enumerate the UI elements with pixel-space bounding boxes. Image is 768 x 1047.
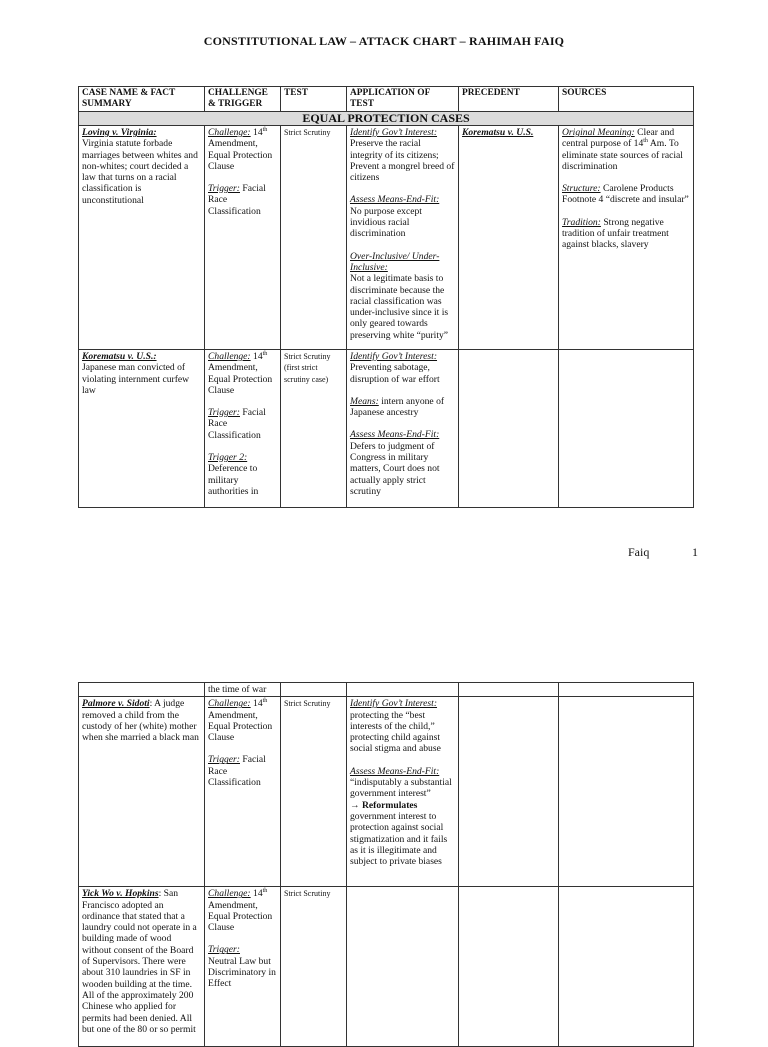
- original-meaning-label: Original Meaning:: [562, 127, 635, 138]
- means-quote-a: “indisputably a: [350, 777, 409, 789]
- document-title: CONSTITUTIONAL LAW – ATTACK CHART – RAHIMAH FAIQ: [203, 34, 565, 48]
- trigger-label: Trigger:: [208, 754, 240, 766]
- trigger-text: Facial Race Classification: [208, 754, 266, 789]
- challenge-cell: [205, 126, 281, 350]
- challenge-superscript: th: [262, 698, 268, 705]
- precedent-cell: [459, 697, 559, 887]
- original-meaning-superscript: th: [643, 138, 648, 145]
- means-text: No purpose except invidious racial discrimination: [350, 205, 422, 240]
- original-meaning-text: Clear and central purpose of 14: [562, 127, 675, 150]
- challenge-cell: [205, 887, 281, 1047]
- means-quote-b: interest”: [398, 788, 431, 800]
- column-header-challenge: CHALLENGE & TRIGGER: [205, 87, 281, 112]
- case-cell: [79, 350, 205, 508]
- case-facts: Virginia statute forbade marriages between whites and non-whites; court decided a law that turns on a racial classification is unconstitutional: [82, 138, 198, 206]
- trigger-text: Facial Race Classification: [208, 183, 266, 217]
- precedent-cell: [459, 683, 559, 697]
- sources-cell: [559, 683, 694, 697]
- table-row-continuation: [79, 683, 694, 697]
- structure-label: Structure:: [562, 183, 601, 195]
- case-facts: Japanese man convicted of violating internment curfew law: [82, 362, 190, 396]
- case-name: Yick Wo v. Hopkins: [82, 888, 159, 900]
- test-cell: [281, 697, 347, 887]
- interest-text: protecting child against social stigma and abuse: [350, 732, 441, 755]
- column-header-application: APPLICATION OF TEST: [347, 87, 459, 112]
- application-cell: [347, 887, 459, 1047]
- test-text: Strict Scrutiny: [284, 128, 331, 137]
- case-facts: San Francisco adopted an ordinance that stated that a laundry could not operate in a building made of wood without consent of the Board of Supervisors. There were about 310 laundries in SF in wooden building at the time. All of the approximately 200 Chinese who applied for permits had been denied. All but one of the 80 or so permit: [82, 888, 197, 1035]
- footer-author: Faiq: [628, 545, 650, 559]
- challenge-text: Amendment, Equal Protection Clause: [208, 362, 273, 396]
- test-cell: [281, 126, 347, 350]
- trigger2-text: Deference to military authorities in: [208, 463, 259, 497]
- precedent-cell: [459, 350, 559, 508]
- application-cell: [347, 697, 459, 887]
- over-inclusive-label: Over-Inclusive/ Under-Inclusive:: [350, 250, 440, 273]
- application-cell: [347, 683, 459, 697]
- precedent-cell: [459, 887, 559, 1047]
- trigger-label: Trigger:: [208, 183, 240, 195]
- trigger-text: Neutral Law but Discriminatory in Effect: [208, 955, 276, 990]
- trigger2-label: Trigger 2:: [208, 452, 248, 464]
- precedent-cell: [459, 126, 559, 350]
- fit-label: Assess Means-End-Fit:: [350, 429, 440, 441]
- sources-cell: [559, 887, 694, 1047]
- fit-text: Defers to judgment of Congress in military matters, Court does not actually apply strict scrutiny: [350, 440, 440, 497]
- challenge-label: Challenge:: [208, 127, 251, 138]
- interest-quote: protecting the “best interests of the child,”: [350, 709, 435, 732]
- challenge-text: Amendment, Equal Protection Clause: [208, 709, 273, 744]
- structure-text: Carolene Products Footnote 4 “discrete and insular”: [562, 183, 689, 206]
- challenge-text: Amendment, Equal Protection Clause: [208, 138, 273, 172]
- challenge-text: Amendment, Equal Protection Clause: [208, 899, 273, 934]
- continuation-text: the time of war: [208, 684, 267, 695]
- case-name: Loving v. Virginia:: [82, 127, 157, 138]
- tradition-text: Strong negative tradition of unfair treatment against blacks, slavery: [562, 216, 669, 251]
- challenge-superscript: th: [262, 350, 268, 357]
- test-text: Strict Scrutiny: [284, 889, 331, 899]
- interest-label: Identify Gov’t Interest:: [350, 351, 438, 362]
- column-header-test: TEST: [281, 87, 347, 112]
- sources-cell: [559, 350, 694, 508]
- test-cell: [281, 683, 347, 697]
- section-band-label: EQUAL PROTECTION CASES: [79, 112, 694, 126]
- challenge-label: Challenge:: [208, 351, 251, 362]
- interest-label: Identify Gov’t Interest:: [350, 698, 438, 710]
- means-label: Assess Means-End-Fit:: [350, 765, 440, 777]
- table-row: [79, 350, 694, 508]
- test-text: Strict Scrutiny: [284, 352, 331, 361]
- challenge-superscript: th: [262, 888, 268, 895]
- interest-text: Preserve the racial integrity of its citizens; Prevent a mongrel breed of citizens: [350, 138, 455, 184]
- reformulates-text: government interest to protection against social stigmatization and it fails as it is illegitimate and subject to private biases: [350, 810, 448, 868]
- case-facts: A judge removed a child from the custody of her (white) mother when she married a black man: [82, 698, 199, 744]
- table-row: [79, 697, 694, 887]
- case-name: Korematsu v. U.S.:: [82, 351, 157, 362]
- challenge-cell: [205, 697, 281, 887]
- test-text: Strict Scrutiny: [284, 699, 331, 709]
- case-cell: Yick Wo v. Hopkins: San Francisco adopted an ordinance that stated that a laundry could not operate in a building made of wood without consent of the Board of Supervisors. There were about 310 laundries in SF in wooden building at the time. All of the approximately 200 Chinese who applied for permits had been denied. All but one of the 80 or so permit: [79, 887, 205, 1047]
- challenge-number: 14: [253, 127, 263, 138]
- challenge-number: 14: [253, 698, 263, 710]
- table-row: [79, 887, 694, 1047]
- challenge-number: 14: [253, 351, 263, 362]
- challenge-label: Challenge:: [208, 698, 251, 710]
- column-header-case: CASE NAME & FACT SUMMARY: [79, 87, 205, 112]
- interest-label: Identify Gov’t Interest:: [350, 127, 438, 138]
- interest-text: Preventing sabotage, disruption of war effort: [350, 362, 440, 385]
- trigger-label: Trigger:: [208, 407, 240, 419]
- means-text: intern anyone of Japanese ancestry: [350, 395, 445, 419]
- case-cell: [79, 683, 205, 697]
- case-cell: Palmore v. Sidoti: A judge removed a child from the custody of her (white) mother when she married a black man: [79, 697, 205, 887]
- means-label: Assess Means-End-Fit:: [350, 194, 440, 206]
- header-row: [79, 87, 694, 112]
- sources-cell: [559, 697, 694, 887]
- case-name: Palmore v. Sidoti: [82, 698, 150, 710]
- challenge-cell: [205, 350, 281, 508]
- precedent-text: Korematsu v. U.S.: [462, 127, 534, 138]
- column-header-precedent: PRECEDENT: [459, 87, 559, 112]
- challenge-superscript: th: [262, 126, 268, 133]
- footer-page-number: 1: [692, 545, 698, 559]
- attack-chart-table: [78, 86, 694, 508]
- challenge-label: Challenge:: [208, 888, 251, 900]
- challenge-cell: [205, 683, 281, 697]
- column-header-sources: SOURCES: [559, 87, 694, 112]
- over-inclusive-text: Not a legitimate basis to discriminate because the racial classification was under-inclusive since it is only geared towards preserving white “purity”: [350, 273, 449, 341]
- section-band: [79, 112, 694, 126]
- sources-cell: [559, 126, 694, 350]
- tradition-label: Tradition:: [562, 216, 601, 228]
- application-cell: [347, 126, 459, 350]
- trigger-label: Trigger:: [208, 944, 240, 956]
- trigger-text: Facial Race Classification: [208, 407, 266, 441]
- table-row: [79, 126, 694, 350]
- means-label: Means:: [350, 395, 379, 407]
- challenge-number: 14: [253, 888, 263, 900]
- means-text: substantial government: [350, 777, 452, 800]
- original-meaning-text-2: Am. To eliminate state sources of racial discrimination: [562, 138, 683, 172]
- reformulates-label: → Reformulates: [350, 799, 418, 811]
- test-cell: [281, 887, 347, 1047]
- attack-chart-table-continued: [78, 682, 694, 1047]
- test-cell: [281, 350, 347, 508]
- test-note: (first strict scrutiny case): [284, 363, 329, 384]
- application-cell: [347, 350, 459, 508]
- case-cell: [79, 126, 205, 350]
